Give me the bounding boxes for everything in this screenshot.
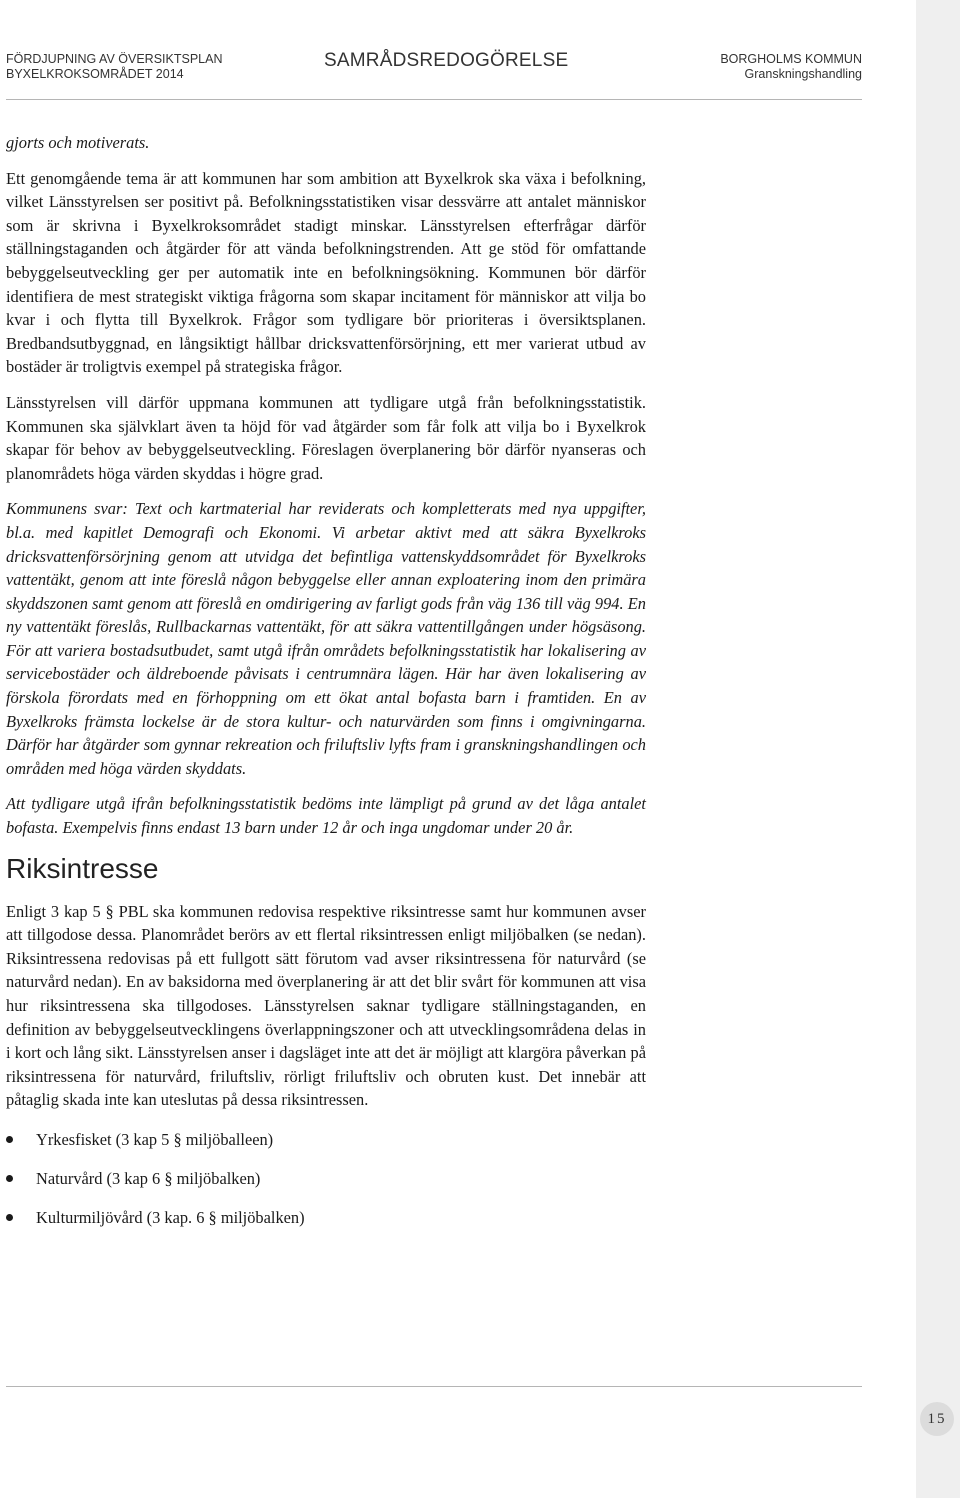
page-header bbox=[6, 46, 862, 96]
header-plan-title: FÖRDJUPNING AV ÖVERSIKTSPLAN bbox=[6, 52, 223, 66]
header-document-status: Granskningshandling bbox=[744, 67, 862, 81]
header-divider bbox=[6, 99, 862, 100]
margin-band bbox=[916, 0, 960, 1498]
section-heading-riksintresse: Riksintresse bbox=[6, 852, 159, 884]
national-interest-list bbox=[6, 1128, 646, 1229]
list-item-text: Yrkesfisket (3 kap 5 § miljöballeen) bbox=[36, 1129, 274, 1149]
bullet-icon bbox=[6, 1214, 13, 1221]
header-area-title: BYXELKROKSOMRÅDET 2014 bbox=[6, 67, 184, 81]
paragraph-municipality-response: Kommunens svar: Text och kartmaterial har reviderats och kompletterats med nya uppgifter, bl.a. med kapitlet Demografi och Ekonomi. Vi arbetar aktivt med att säkra Byxelkroks dricksvattenförsörjning genom att utvidga det befintliga vattenskyddsområdet för Byxelkroks vattentäkt, genom att inte föreslå någon bebyggelse eller annan exploatering inom den primära skyddszonen samt genom att föreslå en omdirigering av farligt gods från väg 136 till väg 994. En ny vattentäkt föreslås, Rullbackarnas vattentäkt, för att säkra vattentillgången under högsäsong. För att variera bostadsutbudet, samt utgå ifrån områdets befolkningsstatistik har lokalisering av servicebostäder och äldreboende påvisats i centrumnära lägen. Här har även lokalisering av förskola förordats med en förhoppning om ett ökat antal bofasta barn i framtiden. En av Byxelkroks främsta lockelse är de stora kultur- och naturvärden som finns i omgivningarna. Därför har åtgärder som gynnar rekreation och friluftsliv lyfts fram i granskningshandlingen och områden med höga värden skyddats. bbox=[6, 499, 646, 778]
page-number: 15 bbox=[920, 1402, 954, 1436]
header-document-title: SAMRÅDSREDOGÖRELSE bbox=[324, 50, 569, 71]
paragraph-continuation: gjorts och motiverats. bbox=[6, 133, 150, 152]
list-item bbox=[6, 1167, 646, 1190]
footer-divider bbox=[6, 1386, 862, 1387]
header-municipality-info bbox=[720, 52, 862, 82]
list-item-text: Naturvård (3 kap 6 § miljöbalken) bbox=[36, 1168, 261, 1188]
header-document-info bbox=[6, 52, 222, 82]
paragraph-national-interest: Enligt 3 kap 5 § PBL ska kommunen redovisa respektive riksintresse samt hur kommunen avser att tillgodose dessa. Planområdet berörs av ett flertal riksintressen enligt miljöbalken (se nedan). Riksintressena redovisas på ett fullgott sätt förutom vad avser riksintressena för naturvård (se naturvård nedan). En av baksidorna med överplanering är att det blir svårt för kommunen att visa hur riksintressena ska tillgodoses. Länsstyrelsen saknar tydligare ställningstaganden, en definition av bebyggelseutvecklingens överlappningszoner och att utvecklingsområdena delas in i kort och lång sikt. Länsstyrelsen anser i dagsläget inte att det är möjligt att klargöra påverkan på riksintressena för naturvård, friluftsliv, rörligt friluftsliv och obruten kust. Det innebär att påtaglig skada inte kan uteslutas på dessa riksintressen. bbox=[6, 901, 646, 1110]
bullet-icon bbox=[6, 1136, 13, 1143]
list-item bbox=[6, 1128, 646, 1151]
paragraph-population-theme: Ett genomgående tema är att kommunen har som ambition att Byxelkrok ska växa i befolkning, vilket Länsstyrelsen ser positivt på. Befolkningsstatistiken visar dessvärre att antalet människor som är skrivna i Byxelkroksområdet stadigt minskar. Länsstyrelsen efterfrågar därför ställningstaganden och åtgärder för att vända befolkningstrenden. Att ge stöd för omfattande bebyggelseutveckling ger per automatik inte en befolkningsökning. Kommunen bör därför identifiera de mest strategiskt viktiga frågorna som skapar incitament för människor att vilja bo kvar i och flytta till Byxelkrok. Frågor som tydligare bör prioriteras i översiktsplanen. Bredbandsutbyggnad, en långsiktigt hållbar dricksvattenförsörjning, ett mer varierat utbud av bostäder är troligtvis exempel på strategiska frågor. bbox=[6, 168, 646, 377]
main-content bbox=[6, 131, 646, 1245]
list-item bbox=[6, 1206, 646, 1229]
list-item-text: Kulturmiljövård (3 kap. 6 § miljöbalken) bbox=[36, 1207, 305, 1227]
paragraph-statistics-response: Att tydligare utgå ifrån befolkningsstatistik bedöms inte lämpligt på grund av det låga antalet bofasta. Exempelvis finns endast 13 barn under 12 år och inga ungdomar under 20 år. bbox=[6, 794, 646, 838]
bullet-icon bbox=[6, 1175, 13, 1182]
paragraph-population-statistics: Länsstyrelsen vill därför uppmana kommunen att tydligare utgå från befolkningsstatistik. Kommunen ska självklart även ta höjd för vad åtgärder som får folk att vilja bo i Byxelkrok skapar för behov av bebyggelseutveckling. Föreslagen överplanering bör därför nyanseras och planområdets höga värden skyddas i högre grad. bbox=[6, 392, 646, 483]
header-municipality: BORGHOLMS KOMMUN bbox=[720, 52, 862, 66]
